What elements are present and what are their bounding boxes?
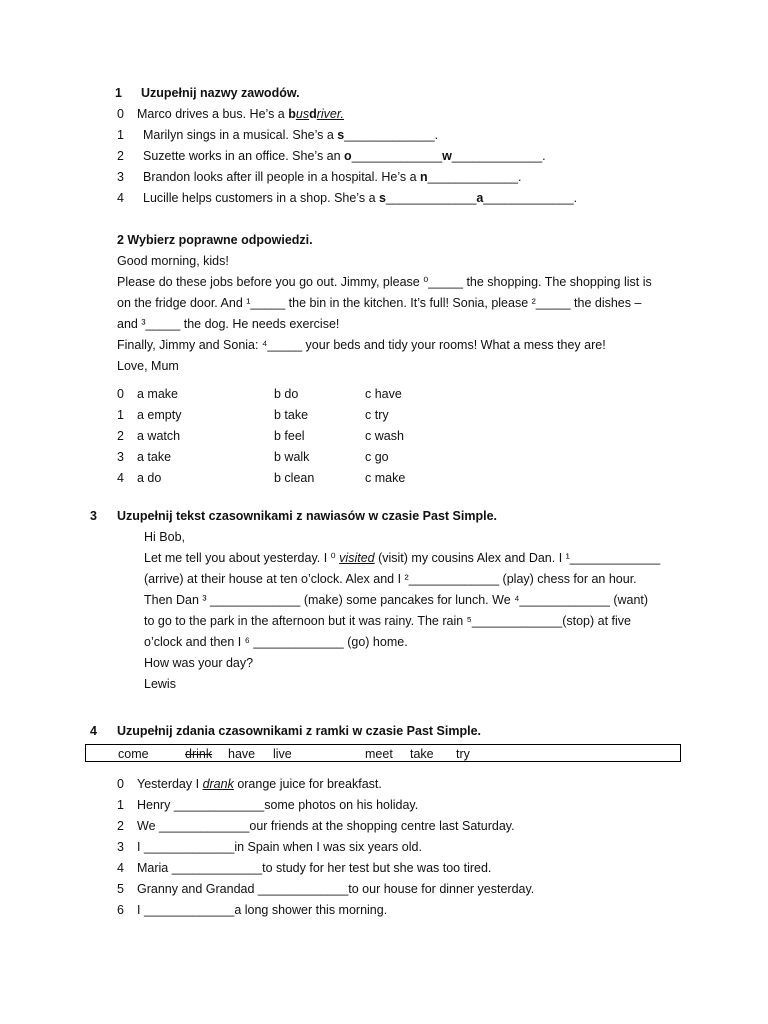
ex1-item-2-bold2: w (442, 149, 452, 163)
ex4-item[interactable]: I _____________in Spain when I was six years old. (137, 840, 422, 854)
ex4-item-0-text: Yesterday I (137, 777, 203, 791)
ex4-item-number: 0 (117, 777, 124, 791)
ex2-option-b[interactable]: b clean (274, 471, 315, 485)
ex4-item-number: 6 (117, 903, 124, 917)
ex2-text-line: Please do these jobs before you go out. Jimmy, please ⁰_____ the shopping. The shopping list is (117, 275, 652, 289)
ex2-option-a[interactable]: a take (137, 450, 172, 464)
ex4-item-number: 4 (117, 861, 124, 875)
ex1-item-1 (143, 127, 438, 143)
word-box-word: try (456, 747, 470, 761)
ex1-item-2 (143, 148, 546, 164)
ex1-item-3 (143, 169, 522, 185)
ex4-item-number: 2 (117, 819, 124, 833)
ex4-item-number: 3 (117, 840, 124, 854)
ex1-item-1-text: Marilyn sings in a musical. She’s a (143, 128, 338, 142)
ex2-greeting: Good morning, kids! (117, 254, 229, 268)
ex3-line1-text: Let me tell you about yesterday. I ⁰ (144, 551, 340, 565)
ex1-item-number: 1 (117, 128, 124, 142)
word-box-word: live (273, 747, 292, 761)
ex2-option-c[interactable]: c go (365, 450, 389, 464)
ex1-item-0-answer1: us (295, 107, 310, 121)
ex2-option-number: 4 (117, 471, 124, 485)
ex4-item[interactable]: We _____________our friends at the shopping centre last Saturday. (137, 819, 515, 833)
ex2-option-c[interactable]: c make (365, 471, 406, 485)
ex4-item[interactable]: Henry _____________some photos on his holiday. (137, 798, 419, 812)
ex4-item[interactable]: Granny and Grandad _____________to our house for dinner yesterday. (137, 882, 535, 896)
ex3-greeting: Hi Bob, (144, 530, 185, 544)
ex3-text-line: o’clock and then I ⁶ _____________ (go) home. (144, 635, 408, 649)
ex1-title: Uzupełnij nazwy zawodów. (141, 86, 300, 100)
ex2-text-line: Finally, Jimmy and Sonia: ⁴_____ your beds and tidy your rooms! What a mess they are! (117, 338, 606, 352)
ex3-text-line: to go to the park in the afternoon but it was rainy. The rain ⁵_____________(stop) at five (144, 614, 631, 628)
ex1-item-3-bold: n (420, 170, 428, 184)
ex1-item-3-text: Brandon looks after ill people in a hospital. He’s a (143, 170, 421, 184)
word-box-word: come (118, 747, 149, 761)
ex3-text-line: (arrive) at their house at ten o’clock. Alex and I ²_____________ (play) chess for an hour. (144, 572, 637, 586)
ex3-signature: Lewis (144, 677, 176, 691)
ex1-item-2-bold1: o (344, 149, 352, 163)
ex1-number: 1 (115, 86, 122, 100)
ex2-option-c[interactable]: c try (365, 408, 389, 422)
ex1-item-1-blank[interactable]: _____________. (344, 128, 439, 142)
word-box-word-used: drink (185, 747, 213, 761)
word-box-word: have (228, 747, 256, 761)
ex1-item-0-bold1: b (288, 107, 296, 121)
ex2-option-a[interactable]: a make (137, 387, 178, 401)
ex2-option-number: 1 (117, 408, 124, 422)
word-box-word: take (410, 747, 434, 761)
ex4-number: 4 (90, 724, 97, 738)
ex2-option-c[interactable]: c wash (365, 429, 404, 443)
ex1-item-number: 4 (117, 191, 124, 205)
ex1-item-4-bold1: s (379, 191, 386, 205)
ex2-option-a[interactable]: a do (137, 471, 162, 485)
ex4-item-0-rest: orange juice for breakfast. (233, 777, 382, 791)
ex1-item-0-bold2: d (309, 107, 317, 121)
ex2-text-line: on the fridge door. And ¹_____ the bin in the kitchen. It’s full! Sonia, please ²_____ the dishes – (117, 296, 642, 310)
ex1-item-number: 0 (117, 107, 124, 121)
ex1-item-1-bold: s (337, 128, 345, 142)
ex1-item-4-blank1[interactable]: _____________ (385, 191, 477, 205)
ex3-line1-rest: (visit) my cousins Alex and Dan. I ¹_____________ (374, 551, 661, 565)
ex4-example-answer: drank (202, 777, 234, 791)
ex4-item[interactable]: Maria _____________to study for her test but she was too tired. (137, 861, 492, 875)
ex3-text-line-1 (144, 550, 660, 566)
ex1-item-number: 2 (117, 149, 124, 163)
ex1-item-number: 3 (117, 170, 124, 184)
ex1-item-4 (143, 190, 577, 206)
ex3-number: 3 (90, 509, 97, 523)
ex4-item-number: 1 (117, 798, 124, 812)
ex1-item-4-bold2: a (476, 191, 484, 205)
ex2-option-b[interactable]: b walk (274, 450, 310, 464)
ex1-item-4-text: Lucille helps customers in a shop. She’s a (143, 191, 380, 205)
ex2-option-number: 2 (117, 429, 124, 443)
ex2-option-c[interactable]: c have (365, 387, 402, 401)
ex1-item-0 (137, 106, 344, 122)
ex2-signoff: Love, Mum (117, 359, 179, 373)
ex1-item-4-blank2[interactable]: _____________. (483, 191, 578, 205)
ex1-item-0-answer2: river. (316, 107, 345, 121)
ex2-option-number: 3 (117, 450, 124, 464)
word-box (85, 744, 681, 762)
ex4-title: Uzupełnij zdania czasownikami z ramki w czasie Past Simple. (117, 724, 482, 738)
ex2-option-a[interactable]: a watch (137, 429, 181, 443)
ex2-text-line: and ³_____ the dog. He needs exercise! (117, 317, 340, 331)
ex2-title: 2 Wybierz poprawne odpowiedzi. (117, 233, 313, 247)
ex2-option-b[interactable]: b take (274, 408, 309, 422)
ex3-title: Uzupełnij tekst czasownikami z nawiasów w czasie Past Simple. (117, 509, 497, 523)
ex3-example-answer: visited (339, 551, 375, 565)
ex1-item-2-blank1[interactable]: _____________ (351, 149, 443, 163)
ex2-option-number: 0 (117, 387, 124, 401)
ex1-item-2-blank2[interactable]: _____________. (451, 149, 546, 163)
ex4-item-0 (137, 776, 382, 792)
ex2-option-b[interactable]: b do (274, 387, 299, 401)
ex4-item-number: 5 (117, 882, 124, 896)
ex1-item-3-blank[interactable]: _____________. (427, 170, 522, 184)
word-box-word: meet (365, 747, 393, 761)
ex4-item[interactable]: I _____________a long shower this morning. (137, 903, 388, 917)
ex1-item-0-text: Marco drives a bus. He’s a (137, 107, 289, 121)
ex3-text-line: Then Dan ³ _____________ (make) some pancakes for lunch. We ⁴_____________ (want) (144, 593, 649, 607)
ex2-option-b[interactable]: b feel (274, 429, 305, 443)
ex2-option-a[interactable]: a empty (137, 408, 182, 422)
ex1-item-2-text: Suzette works in an office. She’s an (143, 149, 345, 163)
ex3-text-line: How was your day? (144, 656, 254, 670)
